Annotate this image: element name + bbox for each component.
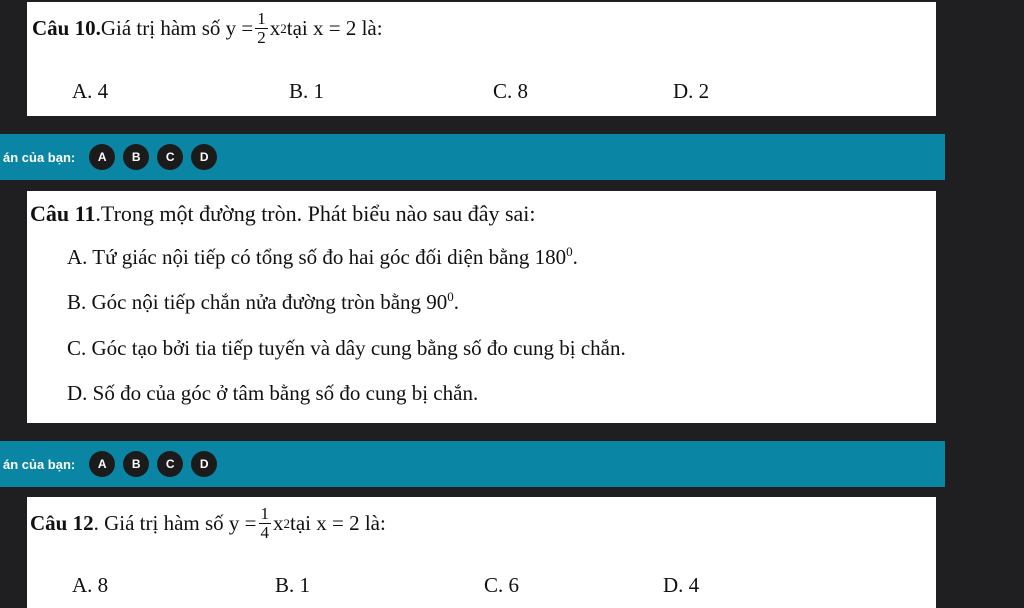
variable-x: x — [273, 511, 284, 535]
question-11-text — [30, 201, 536, 227]
question-12-text — [30, 505, 386, 542]
option-a-end: . — [572, 245, 578, 269]
degree-superscript: 0 — [447, 289, 454, 304]
option-b-end: . — [453, 290, 460, 314]
option-a: A. 4 — [72, 79, 109, 103]
answer-bar-label: án của bạn: — [3, 456, 76, 472]
answer-choice-d[interactable]: D — [191, 144, 217, 170]
fraction — [259, 505, 272, 542]
option-d: D. Số đo của góc ở tâm bằng số đo cung bị chắn. — [67, 381, 479, 405]
answer-bar — [0, 441, 945, 487]
fraction-numerator: 1 — [257, 9, 266, 28]
answer-bar-label: án của bạn: — [3, 149, 76, 165]
option-b: B. 1 — [289, 79, 325, 103]
question-10-stem-end: tại x = 2 là: — [286, 16, 383, 40]
question-12-stem-end: tại x = 2 là: — [290, 511, 386, 535]
question-12-stem: . Giá trị hàm số y = — [93, 511, 257, 535]
answer-choice-a[interactable]: A — [89, 144, 115, 170]
answer-choice-c[interactable]: C — [157, 144, 183, 170]
question-10-label: Câu 10. — [32, 16, 101, 40]
fraction-denominator: 2 — [257, 28, 266, 47]
exponent: 2 — [283, 515, 291, 531]
answer-choice-a[interactable]: A — [89, 451, 115, 477]
exponent: 2 — [280, 20, 287, 36]
question-11-stem: .Trong một đường tròn. Phát biểu nào sau đây sai: — [95, 201, 536, 226]
answer-choice-b[interactable]: B — [123, 451, 149, 477]
question-12-label: Câu 12 — [30, 511, 94, 535]
answer-choice-c[interactable]: C — [157, 451, 183, 477]
option-b — [67, 289, 459, 315]
fraction-denominator: 4 — [260, 523, 270, 542]
question-11-card — [27, 191, 936, 423]
question-10-text — [32, 10, 383, 47]
variable-x: x — [269, 16, 281, 40]
option-c: C. 6 — [484, 573, 520, 597]
question-10-card — [27, 2, 936, 116]
answer-choice-b[interactable]: B — [123, 144, 149, 170]
option-d: D. 2 — [673, 79, 710, 103]
answer-bar — [0, 134, 945, 180]
option-d: D. 4 — [663, 573, 700, 597]
option-c: C. Góc tạo bởi tia tiếp tuyến và dây cung bằng số đo cung bị chắn. — [67, 336, 626, 360]
option-a — [67, 244, 578, 270]
degree-superscript: 0 — [566, 244, 573, 259]
option-b: B. 1 — [275, 573, 311, 597]
option-c: C. 8 — [493, 79, 529, 103]
option-a-text: A. Tứ giác nội tiếp có tổng số đo hai góc đối diện bằng 180 — [67, 245, 567, 269]
option-a: A. 8 — [72, 573, 109, 597]
option-b-text: B. Góc nội tiếp chắn nửa đường tròn bằng 90 — [67, 290, 448, 314]
answer-choice-d[interactable]: D — [191, 451, 217, 477]
question-10-stem: Giá trị hàm số y = — [100, 16, 254, 40]
fraction-numerator: 1 — [260, 504, 270, 523]
fraction — [255, 10, 268, 47]
question-11-label: Câu 11 — [30, 201, 96, 226]
question-12-card — [27, 497, 936, 608]
